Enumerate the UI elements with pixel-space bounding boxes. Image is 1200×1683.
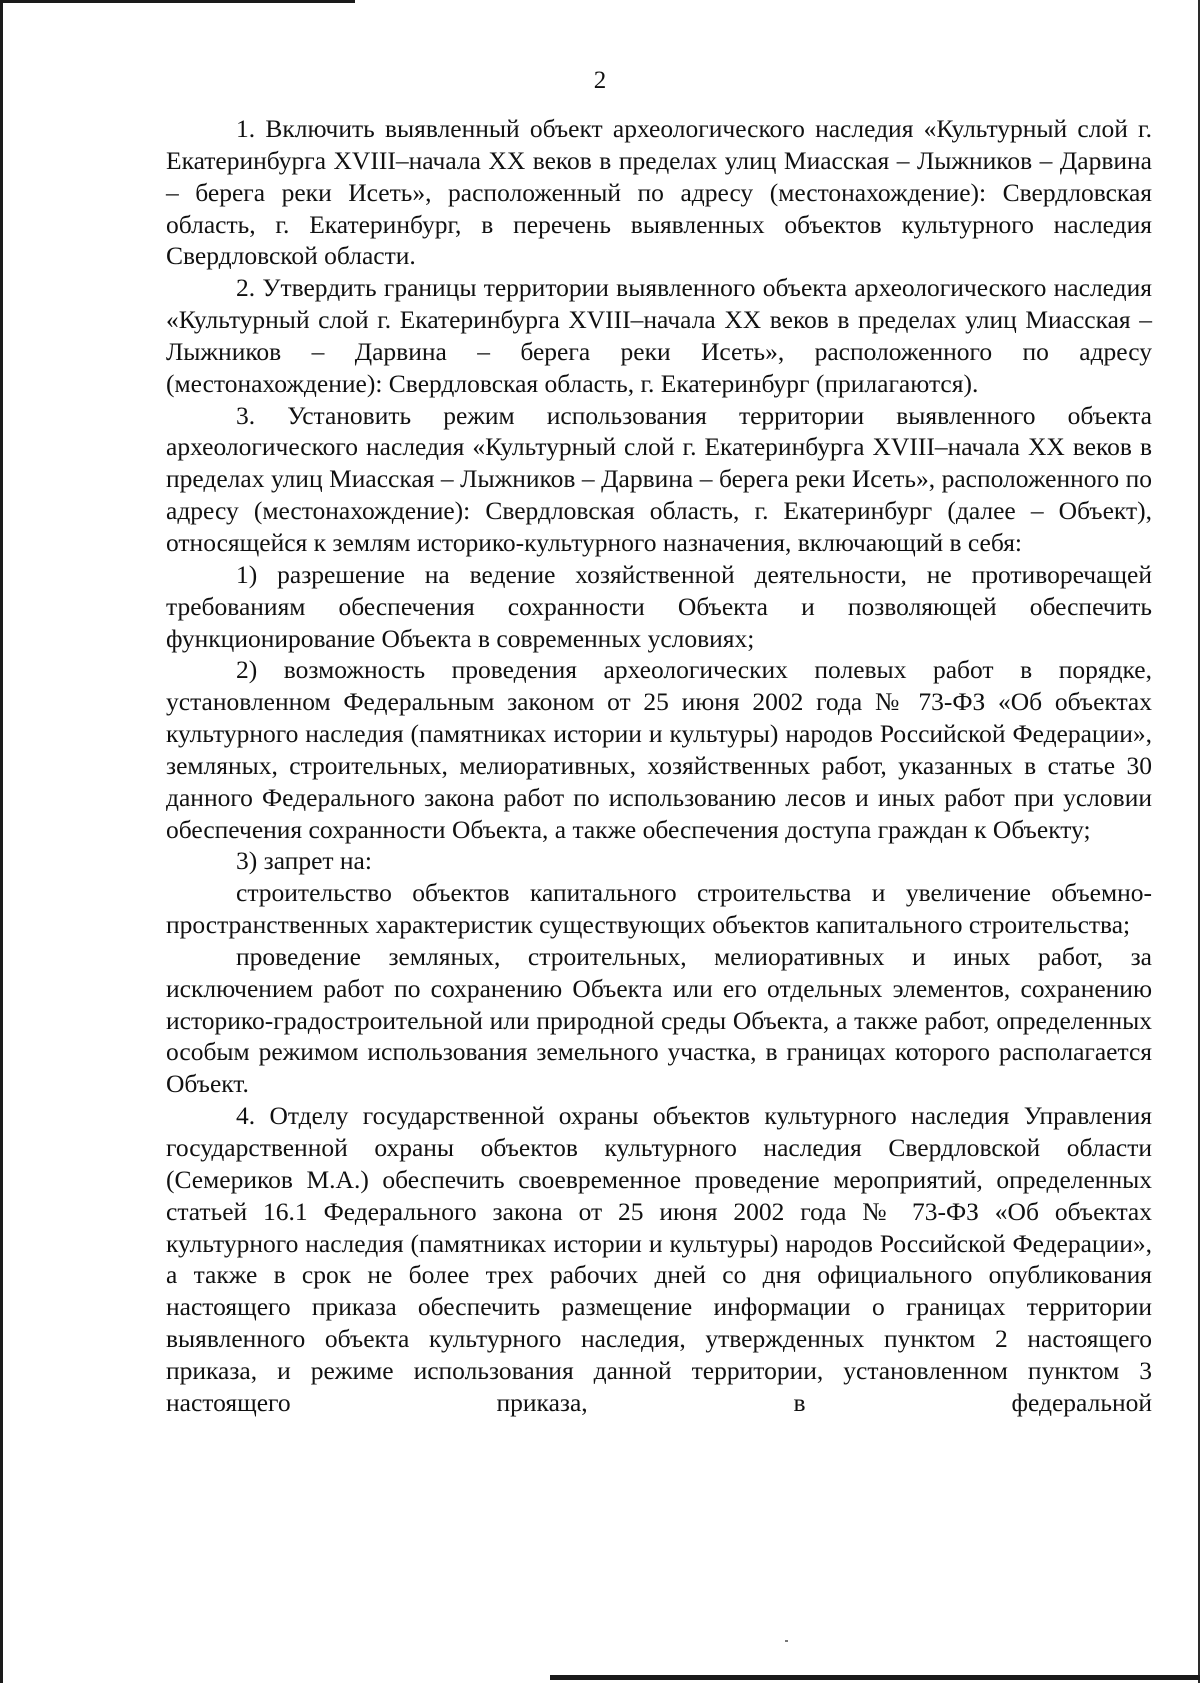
paragraph-item-4-department: 4. Отделу государственной охраны объектов культурного наследия Управления государственной охраны объектов культурного наследия Свердловской области (Семериков М.А.) обеспечить своевременное проведение мероприятий, определенных статьей 16.1 Федерального закона от 25 июня 2002 года № 73-ФЗ «Об объектах культурного наследия (памятниках истории и культуры) народов Российской Федерации», а также в срок не более трех рабочих дней со дня официального опубликования настоящего приказа обеспечить размещение информации о границах территории выявленного объекта культурного наследия, утвержденных пунктом 2 настоящего приказа, и режиме использования данной территории, установленном пунктом 3 настоящего приказа, в федеральной	[166, 1101, 1152, 1417]
paragraph-item-1-include-object: 1. Включить выявленный объект археологического наследия «Культурный слой г. Екатеринбурга XVIII–начала XX веков в пределах улиц Миасская – Лыжников – Дарвина – берега реки Исеть», расположенный по адресу (местонахождение): Свердловская область, г. Екатеринбург, в перечень выявленных объектов культурного наследия Свердловской области.	[166, 114, 1152, 271]
scan-edge-top	[0, 0, 355, 3]
scan-edge-bottom	[550, 1675, 1200, 1680]
paragraph-item-2-approve-boundaries: 2. Утвердить границы территории выявленного объекта археологического наследия «Культурный слой г. Екатеринбурга XVIII–начала XX веков в пределах улиц Миасская – Лыжников – Дарвина – берега реки Исеть», расположенного по адресу (местонахождение): Свердловская область, г. Екатеринбург (прилагаются).	[166, 273, 1152, 398]
paragraph-prohibition-construction: строительство объектов капитального строительства и увеличение объемно-пространственных характеристик существующих объектов капитального строительства;	[166, 878, 1152, 940]
paragraph-subitem-1-permission: 1) разрешение на ведение хозяйственной деятельности, не противоречащей требованиям обеспечения сохранности Объекта и позволяющей обеспечить функционирование Объекта в современных условиях;	[166, 559, 1152, 653]
scan-speck	[785, 1640, 788, 1642]
scan-edge-left	[0, 0, 3, 1683]
paragraph-prohibition-works: проведение земляных, строительных, мелиоративных и иных работ, за исключением работ по сохранению Объекта или его отдельных элементов, сохранению историко-градостроительной или природной среды Объекта, а также работ, определенных особым режимом использования земельного участка, в границах которого располагается Объект.	[166, 941, 1152, 1099]
document-body	[166, 113, 1152, 1419]
paragraph-subitem-3-prohibition: 3) запрет на:	[236, 846, 372, 876]
page-number: 2	[593, 67, 607, 94]
paragraph-item-3-usage-regime: 3. Установить режим использования территории выявленного объекта археологического наследия «Культурный слой г. Екатеринбурга XVIII–начала XX веков в пределах улиц Миасская – Лыжников – Дарвина – берега реки Исеть», расположенного по адресу (местонахождение): Свердловская область, г. Екатеринбург (далее – Объект), относящейся к землям историко-культурного назначения, включающий в себя:	[166, 400, 1152, 557]
paragraph-subitem-2-possibility: 2) возможность проведения археологических полевых работ в порядке, установленном Федеральным законом от 25 июня 2002 года № 73-ФЗ «Об объектах культурного наследия (памятниках истории и культуры) народов Российской Федерации», земляных, строительных, мелиоративных, хозяйственных работ, указанных в статье 30 данного Федерального закона работ по использованию лесов и иных работ при условии обеспечения сохранности Объекта, а также обеспечения доступа граждан к Объекту;	[166, 655, 1152, 844]
